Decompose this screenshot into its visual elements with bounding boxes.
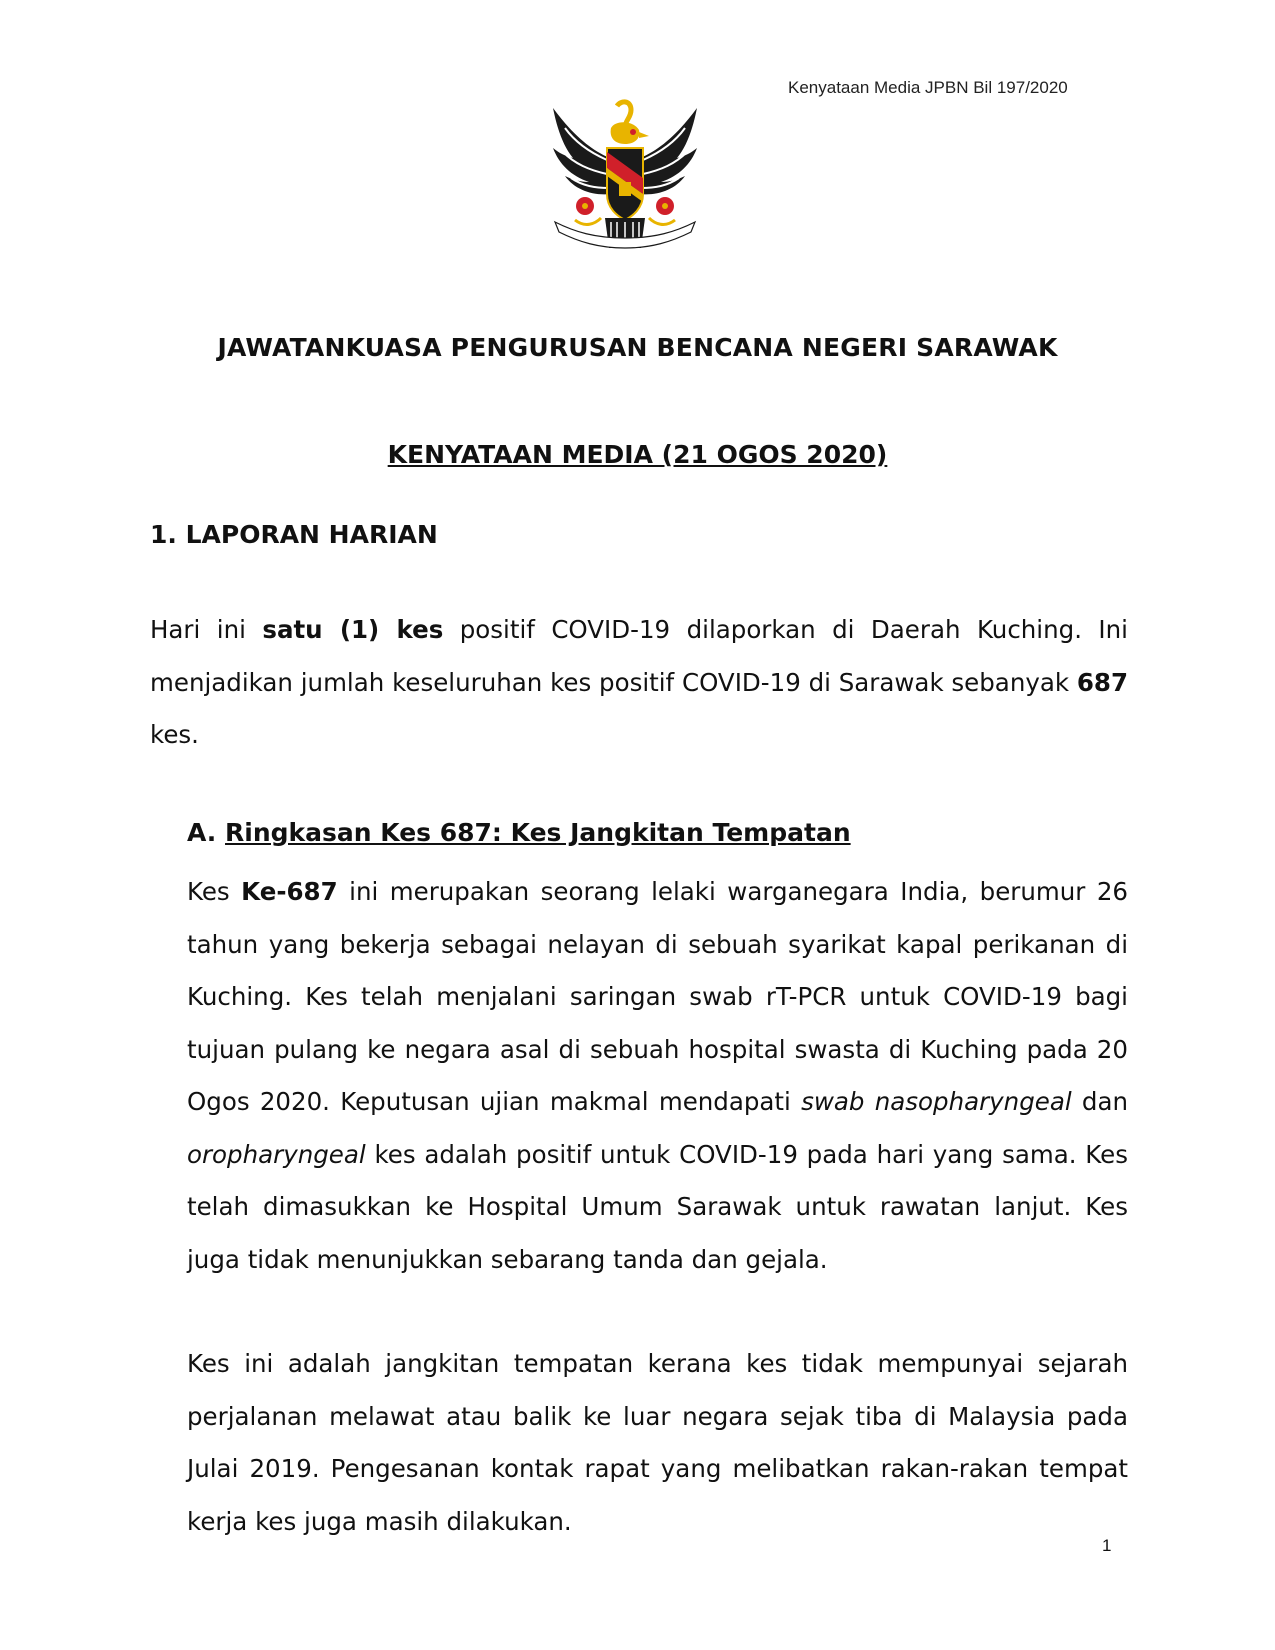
text-run: dan — [1071, 1087, 1129, 1116]
case-summary-paragraph — [187, 866, 1128, 1286]
italic-term: oropharyngeal — [187, 1139, 366, 1169]
bold-case-count: satu (1) kes — [262, 615, 444, 644]
bold-total-cases: 687 — [1076, 667, 1128, 697]
bold-case-id: Ke-687 — [241, 877, 338, 906]
text-run: kes adalah positif untuk COVID-19 pada hari yang sama. Kes telah dimasukkan ke Hospital Umum Sarawak untuk rawatan lanjut. Kes juga tidak menunjukkan sebarang tanda dan gejala. — [187, 1139, 1128, 1274]
local-infection-paragraph: Kes ini adalah jangkitan tempatan kerana kes tidak mempunyai sejarah perjalanan melawat atau balik ke luar negara sejak tiba di Malaysia pada Julai 2019. Pengesanan kontak rapat yang melibatkan rakan-rakan tempat kerja kes juga masih dilakukan. — [187, 1349, 1128, 1536]
subsection-heading — [187, 818, 851, 847]
section-heading: 1. LAPORAN HARIAN — [150, 520, 438, 549]
text-run: kes. — [150, 720, 199, 749]
page-number: 1 — [1102, 1536, 1112, 1555]
daily-report-paragraph — [150, 604, 1128, 762]
sarawak-coat-of-arms-icon — [545, 98, 705, 268]
text-run: positif COVID-19 dilaporkan di Daerah Kuching. Ini menjadikan jumlah keseluruhan kes positif COVID-19 di Sarawak sebanyak — [150, 615, 1128, 697]
italic-term: swab nasopharyngeal — [801, 1087, 1072, 1116]
subsection-prefix: A. — [187, 818, 226, 847]
text-run: ini merupakan seorang lelaki warganegara India, berumur 26 tahun yang bekerja sebagai nelayan di sebuah syarikat kapal perikanan di Kuching. Kes telah menjalani saringan swab rT-PCR untuk COVID-19 bagi tujuan pulang ke negara asal di sebuah hospital swasta di Kuching pada 20 Ogos 2020. Keputusan ujian makmal mendapati — [187, 877, 1128, 1116]
subsection-title: Ringkasan Kes 687: Kes Jangkitan Tempatan — [225, 818, 851, 847]
organization-title: JAWATANKUASA PENGURUSAN BENCANA NEGERI SARAWAK — [217, 333, 1058, 362]
statement-title: KENYATAAN MEDIA (21 OGOS 2020) — [387, 440, 888, 469]
document-reference: Kenyataan Media JPBN Bil 197/2020 — [788, 78, 1068, 97]
text-run: Hari ini — [150, 615, 263, 644]
text-run: Kes — [187, 877, 242, 906]
